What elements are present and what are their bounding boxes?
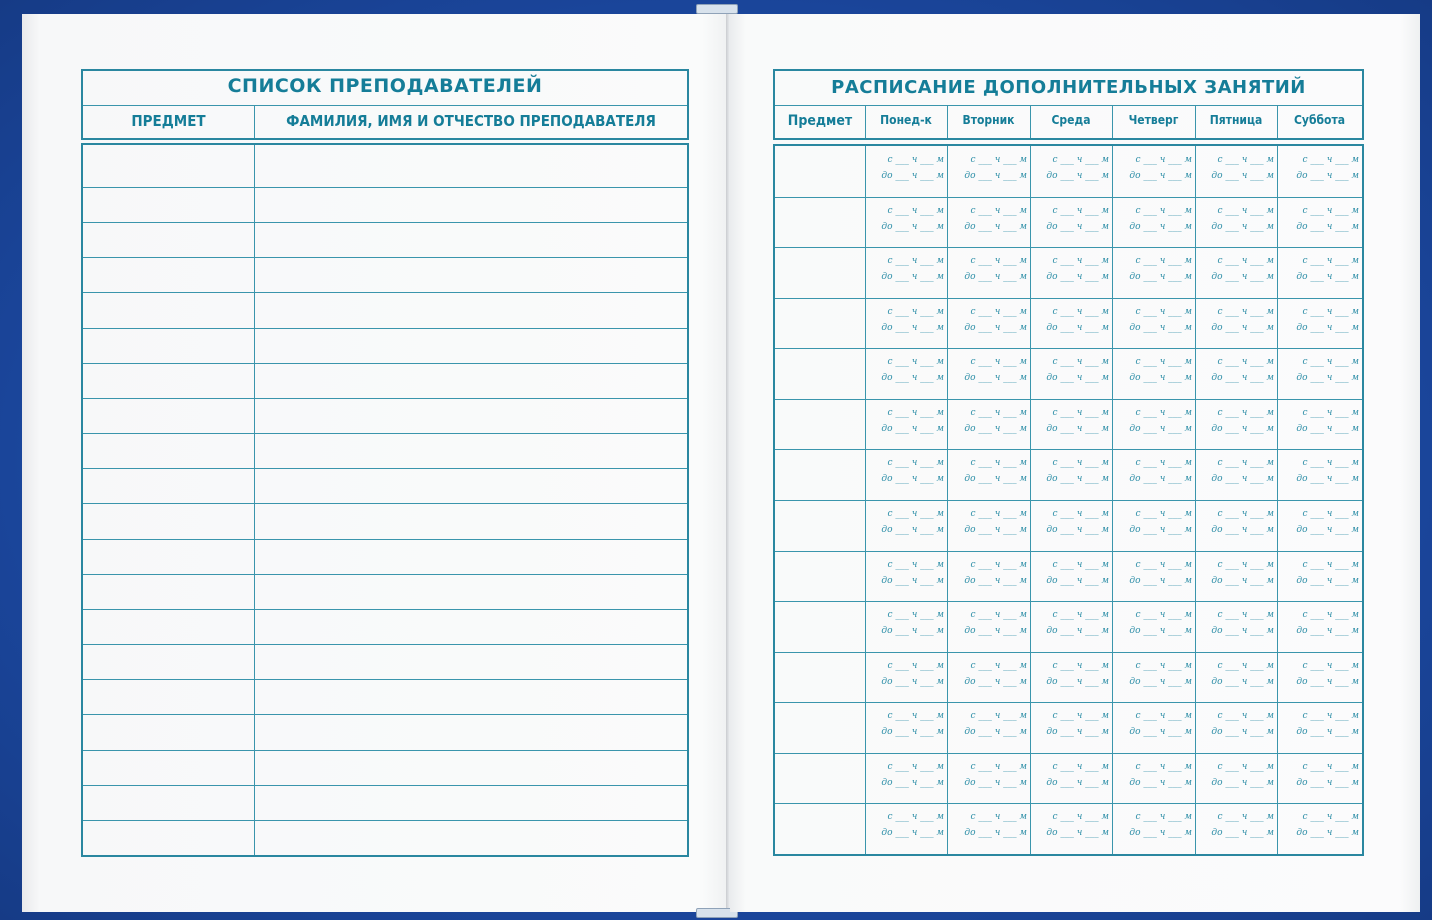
time-slot-from[interactable]: с ___ ч ___ м <box>1217 761 1274 772</box>
table-row[interactable] <box>83 398 687 433</box>
subject-cell[interactable] <box>775 298 865 349</box>
time-slot-from[interactable]: с ___ ч ___ м <box>1217 559 1274 570</box>
binding-clip-top <box>696 4 738 14</box>
time-slot-from[interactable]: с ___ ч ___ м <box>1135 660 1192 671</box>
time-slot-to[interactable]: до ___ ч ___ м <box>881 626 944 637</box>
time-slot-from[interactable]: с ___ ч ___ м <box>1217 509 1274 519</box>
time-slot-to[interactable]: до ___ ч ___ м <box>1046 626 1109 637</box>
time-slot-from[interactable]: с ___ ч ___ м <box>1135 407 1192 418</box>
row-line <box>83 609 687 610</box>
time-slot-from[interactable]: с ___ ч ___ м <box>1135 761 1192 772</box>
subject-cell[interactable] <box>775 652 865 703</box>
time-slot-from[interactable]: с ___ ч ___ м <box>1135 306 1192 317</box>
time-slot-to[interactable]: до ___ ч ___ м <box>881 474 944 485</box>
row-line <box>83 785 687 786</box>
subject-cell[interactable] <box>775 247 865 298</box>
time-slot-to[interactable]: до ___ ч ___ м <box>1296 777 1359 788</box>
row-line <box>83 574 687 575</box>
time-slot-to[interactable]: до ___ ч ___ м <box>881 171 944 181</box>
time-slot-to[interactable]: до ___ ч ___ м <box>1296 727 1359 738</box>
time-slot-to[interactable]: до ___ ч ___ м <box>1046 676 1109 687</box>
time-slot-to[interactable]: до ___ ч ___ м <box>881 322 944 333</box>
time-slot-to[interactable]: до ___ ч ___ м <box>1129 777 1192 788</box>
row-line <box>83 679 687 680</box>
time-slot-from[interactable]: с ___ ч ___ м <box>970 407 1027 418</box>
time-slot-from[interactable]: с ___ ч ___ м <box>970 761 1027 772</box>
time-slot-from[interactable]: с ___ ч ___ м <box>1135 610 1192 621</box>
time-slot-from[interactable]: с ___ ч ___ м <box>1302 812 1359 823</box>
table-row[interactable] <box>83 433 687 468</box>
column-header-subject: Предмет <box>787 113 853 129</box>
row-line <box>83 328 687 329</box>
time-slot-from[interactable]: с ___ ч ___ м <box>1302 509 1359 519</box>
time-slot-to[interactable]: до ___ ч ___ м <box>1046 474 1109 485</box>
time-slot-from[interactable]: с ___ ч ___ м <box>887 660 944 671</box>
time-slot-from[interactable]: с ___ ч ___ м <box>1052 559 1109 570</box>
time-slot-from[interactable]: с ___ ч ___ м <box>1302 256 1359 267</box>
subject-cell[interactable] <box>775 146 865 197</box>
row-line <box>83 292 687 293</box>
column-header-day: Четверг <box>1128 113 1179 127</box>
table-row[interactable] <box>83 468 687 503</box>
time-slot-to[interactable]: до ___ ч ___ м <box>1129 272 1192 283</box>
time-slot-to[interactable]: до ___ ч ___ м <box>1296 474 1359 485</box>
time-slot-to[interactable]: до ___ ч ___ м <box>1211 272 1274 283</box>
time-slot-to[interactable]: до ___ ч ___ м <box>1046 322 1109 333</box>
time-slot-from[interactable]: с ___ ч ___ м <box>887 509 944 519</box>
time-slot-to[interactable]: до ___ ч ___ м <box>964 525 1027 535</box>
time-slot-from[interactable]: с ___ ч ___ м <box>970 306 1027 317</box>
time-slot-to[interactable]: до ___ ч ___ м <box>881 221 944 232</box>
table-row[interactable] <box>83 820 687 855</box>
subject-cell[interactable] <box>775 197 865 248</box>
time-slot-from[interactable]: с ___ ч ___ м <box>1052 610 1109 621</box>
time-slot-from[interactable]: с ___ ч ___ м <box>970 812 1027 823</box>
time-slot-to[interactable]: до ___ ч ___ м <box>964 423 1027 434</box>
teachers-list-title: СПИСОК ПРЕПОДАВАТЕЛЕЙ <box>227 75 543 97</box>
time-slot-to[interactable]: до ___ ч ___ м <box>964 828 1027 839</box>
table-row[interactable] <box>83 222 687 257</box>
row-line <box>83 750 687 751</box>
time-slot-to[interactable]: до ___ ч ___ м <box>1046 272 1109 283</box>
table-row[interactable] <box>83 503 687 538</box>
header-divider <box>83 105 687 106</box>
time-slot-to[interactable]: до ___ ч ___ м <box>1129 575 1192 586</box>
time-slot-from[interactable]: с ___ ч ___ м <box>970 660 1027 671</box>
time-slot-to[interactable]: до ___ ч ___ м <box>881 575 944 586</box>
time-slot-from[interactable]: с ___ ч ___ м <box>887 306 944 317</box>
time-slot-to[interactable]: до ___ ч ___ м <box>881 777 944 788</box>
table-row[interactable] <box>83 145 687 187</box>
time-slot-from[interactable]: с ___ ч ___ м <box>1052 761 1109 772</box>
subject-cell[interactable] <box>775 803 865 854</box>
column-header-day: Суббота <box>1294 113 1345 127</box>
time-slot-to[interactable]: до ___ ч ___ м <box>1046 727 1109 738</box>
time-slot-to[interactable]: до ___ ч ___ м <box>881 828 944 839</box>
subject-cell[interactable] <box>775 601 865 652</box>
time-slot-from[interactable]: с ___ ч ___ м <box>1302 660 1359 671</box>
time-slot-from[interactable]: с ___ ч ___ м <box>1135 812 1192 823</box>
time-slot-from[interactable]: с ___ ч ___ м <box>1135 711 1192 722</box>
time-slot-to[interactable]: до ___ ч ___ м <box>964 676 1027 687</box>
time-slot-from[interactable]: с ___ ч ___ м <box>1302 761 1359 772</box>
time-slot-to[interactable]: до ___ ч ___ м <box>1296 525 1359 535</box>
time-slot-to[interactable]: до ___ ч ___ м <box>881 423 944 434</box>
time-slot-from[interactable]: с ___ ч ___ м <box>887 610 944 621</box>
time-slot-from[interactable]: с ___ ч ___ м <box>1052 155 1109 165</box>
time-slot-to[interactable]: до ___ ч ___ м <box>881 272 944 283</box>
time-slot-from[interactable]: с ___ ч ___ м <box>1217 155 1274 165</box>
column-header-day: Среда <box>1051 113 1091 127</box>
time-slot-from[interactable]: с ___ ч ___ м <box>1052 306 1109 317</box>
time-slot-to[interactable]: до ___ ч ___ м <box>1296 373 1359 384</box>
column-header-day: Вторник <box>962 113 1015 127</box>
time-slot-to[interactable]: до ___ ч ___ м <box>964 373 1027 384</box>
time-slot-to[interactable]: до ___ ч ___ м <box>1296 171 1359 181</box>
time-slot-from[interactable]: с ___ ч ___ м <box>970 458 1027 469</box>
time-slot-from[interactable]: с ___ ч ___ м <box>970 357 1027 368</box>
time-slot-from[interactable]: с ___ ч ___ м <box>887 205 944 216</box>
table-row[interactable] <box>83 785 687 820</box>
row-line <box>83 398 687 399</box>
time-slot-from[interactable]: с ___ ч ___ м <box>1302 357 1359 368</box>
time-slot-to[interactable]: до ___ ч ___ м <box>1211 575 1274 586</box>
time-slot-to[interactable]: до ___ ч ___ м <box>1296 423 1359 434</box>
time-slot-from[interactable]: с ___ ч ___ м <box>970 205 1027 216</box>
time-slot-from[interactable]: с ___ ч ___ м <box>887 761 944 772</box>
time-slot-to[interactable]: до ___ ч ___ м <box>1211 221 1274 232</box>
time-slot-to[interactable]: до ___ ч ___ м <box>1211 171 1274 181</box>
table-row[interactable] <box>83 539 687 574</box>
time-slot-from[interactable]: с ___ ч ___ м <box>1217 256 1274 267</box>
table-row[interactable] <box>83 714 687 749</box>
time-slot-to[interactable]: до ___ ч ___ м <box>881 676 944 687</box>
row-line <box>83 468 687 469</box>
time-slot-from[interactable]: с ___ ч ___ м <box>1135 559 1192 570</box>
time-slot-to[interactable]: до ___ ч ___ м <box>1129 727 1192 738</box>
time-slot-from[interactable]: с ___ ч ___ м <box>1217 812 1274 823</box>
time-slot-from[interactable]: с ___ ч ___ м <box>1302 205 1359 216</box>
time-slot-from[interactable]: с ___ ч ___ м <box>1302 610 1359 621</box>
row-line <box>83 820 687 821</box>
time-slot-from[interactable]: с ___ ч ___ м <box>1217 458 1274 469</box>
time-slot-to[interactable]: до ___ ч ___ м <box>1211 423 1274 434</box>
teachers-list-table <box>81 143 689 857</box>
time-slot-to[interactable]: до ___ ч ___ м <box>1046 423 1109 434</box>
time-slot-to[interactable]: до ___ ч ___ м <box>1211 525 1274 535</box>
subject-cell[interactable] <box>775 399 865 450</box>
table-row[interactable] <box>83 644 687 679</box>
time-slot-to[interactable]: до ___ ч ___ м <box>1129 676 1192 687</box>
time-slot-to[interactable]: до ___ ч ___ м <box>1296 221 1359 232</box>
time-slot-to[interactable]: до ___ ч ___ м <box>881 525 944 535</box>
right-page <box>730 14 1420 912</box>
time-slot-to[interactable]: до ___ ч ___ м <box>1129 171 1192 181</box>
time-slot-from[interactable]: с ___ ч ___ м <box>887 812 944 823</box>
left-page <box>22 14 730 912</box>
row-line <box>83 714 687 715</box>
time-slot-from[interactable]: с ___ ч ___ м <box>1217 610 1274 621</box>
time-slot-to[interactable]: до ___ ч ___ м <box>964 727 1027 738</box>
table-row[interactable] <box>83 187 687 222</box>
table-row[interactable] <box>83 292 687 327</box>
time-slot-to[interactable]: до ___ ч ___ м <box>964 322 1027 333</box>
time-slot-to[interactable]: до ___ ч ___ м <box>1296 626 1359 637</box>
subject-cell[interactable] <box>775 449 865 500</box>
time-slot-from[interactable]: с ___ ч ___ м <box>1302 407 1359 418</box>
time-slot-to[interactable]: до ___ ч ___ м <box>964 777 1027 788</box>
schedule-table <box>773 144 1364 856</box>
time-slot-from[interactable]: с ___ ч ___ м <box>1217 407 1274 418</box>
time-slot-to[interactable]: до ___ ч ___ м <box>1129 423 1192 434</box>
time-slot-to[interactable]: до ___ ч ___ м <box>964 575 1027 586</box>
time-slot-to[interactable]: до ___ ч ___ м <box>881 373 944 384</box>
time-slot-from[interactable]: с ___ ч ___ м <box>1135 155 1192 165</box>
time-slot-from[interactable]: с ___ ч ___ м <box>887 458 944 469</box>
time-slot-from[interactable]: с ___ ч ___ м <box>887 357 944 368</box>
row-line <box>83 539 687 540</box>
time-slot-from[interactable]: с ___ ч ___ м <box>1135 205 1192 216</box>
time-slot-from[interactable]: с ___ ч ___ м <box>1052 256 1109 267</box>
time-slot-from[interactable]: с ___ ч ___ м <box>1302 306 1359 317</box>
row-line <box>83 187 687 188</box>
time-slot-to[interactable]: до ___ ч ___ м <box>1046 575 1109 586</box>
table-row[interactable] <box>83 750 687 785</box>
row-line <box>83 363 687 364</box>
row-line <box>83 503 687 504</box>
time-slot-to[interactable]: до ___ ч ___ м <box>1296 575 1359 586</box>
table-row[interactable] <box>83 363 687 398</box>
time-slot-from[interactable]: с ___ ч ___ м <box>1052 660 1109 671</box>
time-slot-to[interactable]: до ___ ч ___ м <box>1046 221 1109 232</box>
time-slot-to[interactable]: до ___ ч ___ м <box>964 171 1027 181</box>
time-slot-from[interactable]: с ___ ч ___ м <box>1302 559 1359 570</box>
time-slot-to[interactable]: до ___ ч ___ м <box>1129 525 1192 535</box>
time-slot-to[interactable]: до ___ ч ___ м <box>1046 171 1109 181</box>
time-slot-to[interactable]: до ___ ч ___ м <box>1211 777 1274 788</box>
column-header-day: Пятница <box>1209 113 1263 127</box>
time-slot-from[interactable]: с ___ ч ___ м <box>887 256 944 267</box>
time-slot-from[interactable]: с ___ ч ___ м <box>1135 509 1192 519</box>
time-slot-from[interactable]: с ___ ч ___ м <box>1052 357 1109 368</box>
teachers-list-header <box>81 69 689 140</box>
time-slot-from[interactable]: с ___ ч ___ м <box>1135 256 1192 267</box>
time-slot-to[interactable]: до ___ ч ___ м <box>1129 626 1192 637</box>
time-slot-from[interactable]: с ___ ч ___ м <box>970 711 1027 722</box>
time-slot-from[interactable]: с ___ ч ___ м <box>1135 458 1192 469</box>
time-slot-to[interactable]: до ___ ч ___ м <box>1211 474 1274 485</box>
time-slot-to[interactable]: до ___ ч ___ м <box>1129 221 1192 232</box>
time-slot-from[interactable]: с ___ ч ___ м <box>970 256 1027 267</box>
time-slot-to[interactable]: до ___ ч ___ м <box>881 727 944 738</box>
header-divider <box>775 105 1362 106</box>
table-row[interactable] <box>83 328 687 363</box>
time-slot-to[interactable]: до ___ ч ___ м <box>1129 828 1192 839</box>
time-slot-from[interactable]: с ___ ч ___ м <box>1052 812 1109 823</box>
time-slot-from[interactable]: с ___ ч ___ м <box>887 711 944 722</box>
time-slot-from[interactable]: с ___ ч ___ м <box>887 407 944 418</box>
time-slot-from[interactable]: с ___ ч ___ м <box>1217 711 1274 722</box>
table-row[interactable] <box>83 574 687 609</box>
column-header-teacher-name: ФАМИЛИЯ, ИМЯ И ОТЧЕСТВО ПРЕПОДАВАТЕЛЯ <box>286 112 656 130</box>
time-slot-to[interactable]: до ___ ч ___ м <box>1129 474 1192 485</box>
time-slot-from[interactable]: с ___ ч ___ м <box>970 610 1027 621</box>
time-slot-from[interactable]: с ___ ч ___ м <box>1302 155 1359 165</box>
time-slot-to[interactable]: до ___ ч ___ м <box>964 272 1027 283</box>
row-line <box>83 257 687 258</box>
time-slot-to[interactable]: до ___ ч ___ м <box>1211 373 1274 384</box>
time-slot-to[interactable]: до ___ ч ___ м <box>1296 272 1359 283</box>
time-slot-to[interactable]: до ___ ч ___ м <box>1046 525 1109 535</box>
time-slot-from[interactable]: с ___ ч ___ м <box>970 155 1027 165</box>
subject-cell[interactable] <box>775 551 865 602</box>
time-slot-from[interactable]: с ___ ч ___ м <box>1052 711 1109 722</box>
column-header-subject: ПРЕДМЕТ <box>131 112 206 130</box>
time-slot-to[interactable]: до ___ ч ___ м <box>1296 676 1359 687</box>
time-slot-from[interactable]: с ___ ч ___ м <box>1302 711 1359 722</box>
time-slot-to[interactable]: до ___ ч ___ м <box>1211 322 1274 333</box>
schedule-title: РАСПИСАНИЕ ДОПОЛНИТЕЛЬНЫХ ЗАНЯТИЙ <box>831 77 1306 98</box>
time-slot-from[interactable]: с ___ ч ___ м <box>1302 458 1359 469</box>
time-slot-from[interactable]: с ___ ч ___ м <box>1052 205 1109 216</box>
row-line <box>83 222 687 223</box>
time-slot-from[interactable]: с ___ ч ___ м <box>1052 458 1109 469</box>
time-slot-to[interactable]: до ___ ч ___ м <box>964 221 1027 232</box>
subject-cell[interactable] <box>775 348 865 399</box>
time-slot-from[interactable]: с ___ ч ___ м <box>1217 306 1274 317</box>
time-slot-from[interactable]: с ___ ч ___ м <box>970 509 1027 519</box>
time-slot-to[interactable]: до ___ ч ___ м <box>964 626 1027 637</box>
time-slot-to[interactable]: до ___ ч ___ м <box>1046 777 1109 788</box>
subject-cell[interactable] <box>775 500 865 551</box>
time-slot-to[interactable]: до ___ ч ___ м <box>1211 828 1274 839</box>
time-slot-to[interactable]: до ___ ч ___ м <box>1129 322 1192 333</box>
subject-cell[interactable] <box>775 753 865 804</box>
time-slot-to[interactable]: до ___ ч ___ м <box>1046 828 1109 839</box>
time-slot-to[interactable]: до ___ ч ___ м <box>1296 828 1359 839</box>
time-slot-to[interactable]: до ___ ч ___ м <box>1211 727 1274 738</box>
table-row[interactable] <box>83 609 687 644</box>
table-row[interactable] <box>83 257 687 292</box>
time-slot-to[interactable]: до ___ ч ___ м <box>964 474 1027 485</box>
column-header-day: Понед-к <box>880 113 932 127</box>
time-slot-from[interactable]: с ___ ч ___ м <box>1052 407 1109 418</box>
time-slot-from[interactable]: с ___ ч ___ м <box>887 559 944 570</box>
schedule-header <box>773 69 1364 140</box>
time-slot-to[interactable]: до ___ ч ___ м <box>1211 676 1274 687</box>
time-slot-from[interactable]: с ___ ч ___ м <box>970 559 1027 570</box>
time-slot-from[interactable]: с ___ ч ___ м <box>1135 357 1192 368</box>
time-slot-from[interactable]: с ___ ч ___ м <box>1217 205 1274 216</box>
time-slot-to[interactable]: до ___ ч ___ м <box>1211 626 1274 637</box>
time-slot-to[interactable]: до ___ ч ___ м <box>1129 373 1192 384</box>
time-slot-from[interactable]: с ___ ч ___ м <box>887 155 944 165</box>
row-line <box>83 644 687 645</box>
subject-cell[interactable] <box>775 702 865 753</box>
time-slot-to[interactable]: до ___ ч ___ м <box>1046 373 1109 384</box>
row-line <box>83 433 687 434</box>
time-slot-from[interactable]: с ___ ч ___ м <box>1052 509 1109 519</box>
time-slot-from[interactable]: с ___ ч ___ м <box>1217 357 1274 368</box>
time-slot-from[interactable]: с ___ ч ___ м <box>1217 660 1274 671</box>
time-slot-to[interactable]: до ___ ч ___ м <box>1296 322 1359 333</box>
table-row[interactable] <box>83 679 687 714</box>
